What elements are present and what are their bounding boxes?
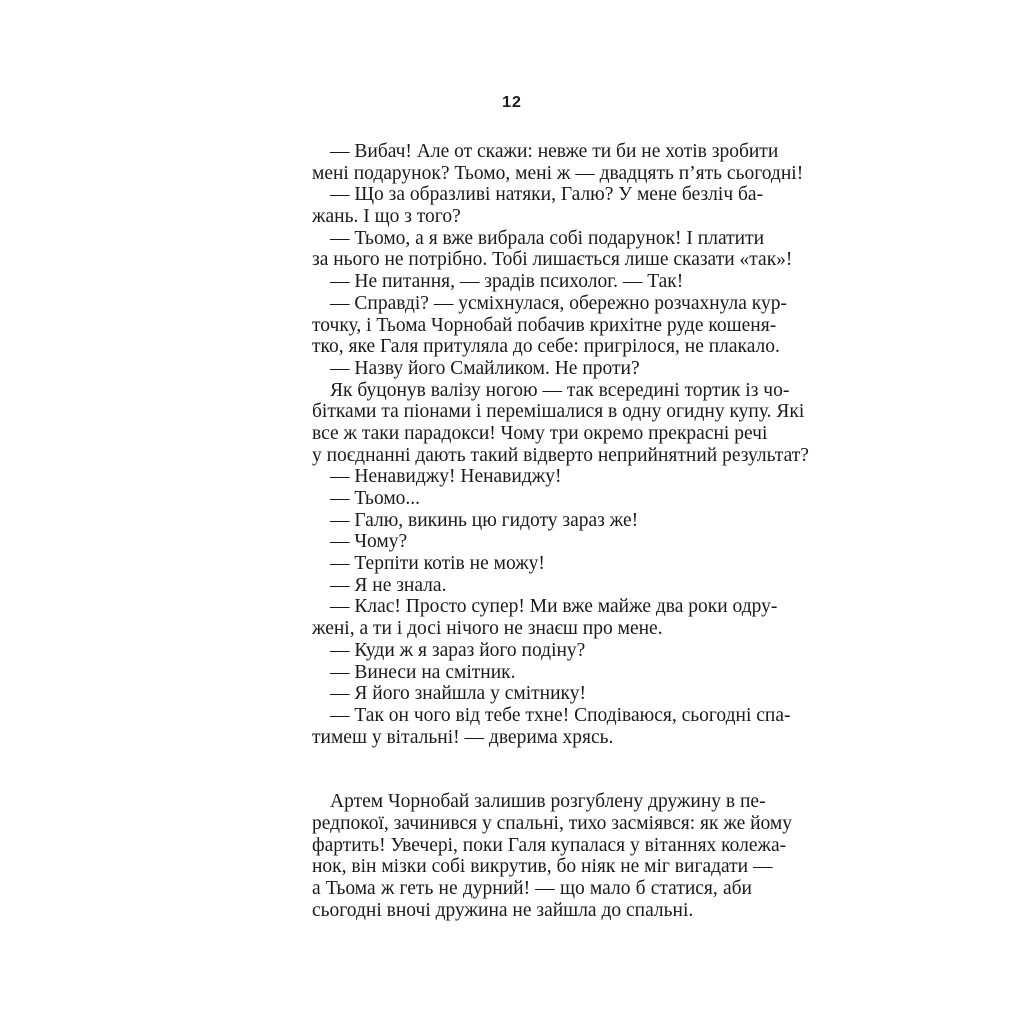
text-line: точку, і Тьома Чорнобай побачив крихітне руде кошеня- (312, 314, 777, 336)
text-line: все ж таки парадокси! Чому три окремо прекрасні речі (312, 422, 768, 444)
text-line: Як буцонув валізу ногою — так всередині тортик із чо- (330, 379, 790, 401)
text-line: — Так он чого від тебе тхне! Сподіваюся, сьогодні спа- (330, 704, 791, 726)
text-line: — Що за образливі натяки, Галю? У мене безліч ба- (330, 184, 764, 206)
text-section-2 (312, 791, 793, 921)
text-line: а Тьома ж геть не дурний! — що мало б статися, аби (312, 878, 752, 899)
text-line: за нього не потрібно. Тобі лишається лише сказати «так»! (312, 249, 793, 271)
text-line: — Справді? — усміхнулася, обережно розчахнула кур- (330, 292, 788, 314)
text-line: фартить! Увечері, поки Галя купалася у вітаннях колежа- (312, 834, 787, 856)
text-line: — Тьомо... (330, 488, 421, 509)
text-line: у поєднанні дають такий відверто неприйнятний результат? (312, 444, 809, 466)
text-line: — Назву його Смайликом. Не проти? (330, 357, 640, 379)
text-line: — Клас! Просто супер! Ми вже майже два роки одру- (330, 596, 778, 618)
text-line: тимеш у вітальні! — дверима хрясь. (312, 726, 614, 748)
text-line: мені подарунок? Тьомо, мені ж — двадцять п’ять сьогодні! (312, 162, 804, 184)
text-line: — Галю, викинь цю гидоту зараз же! (330, 509, 639, 531)
text-line: — Чому? (330, 531, 408, 553)
section-break (312, 748, 752, 791)
text-line: жань. І що з того? (312, 206, 461, 228)
text-line: нок, він мізки собі викрутив, бо ніяк не міг вигадати — (312, 856, 773, 878)
text-line: Артем Чорнобай залишив розгублену дружину в пе- (330, 791, 766, 813)
body-text (312, 141, 809, 921)
text-line: жені, а ти і досі нічого не знаєш про мене. (312, 618, 663, 640)
text-section-1 (312, 141, 809, 748)
text-line: — Не питання, — зрадів психолог. — Так! (330, 271, 684, 293)
text-line: редпокої, зачинився у спальні, тихо засміявся: як же йому (312, 812, 793, 834)
text-line: — Ненавиджу! Ненавиджу! (330, 466, 562, 488)
page-number: 12 (502, 94, 522, 111)
text-line: — Тьомо, а я вже вибрала собі подарунок! І платити (330, 227, 765, 249)
text-line: бітками та піонами і перемішалися в одну огидну купу. Які (312, 401, 805, 423)
text-line: — Я його знайшла у смітнику! (330, 683, 586, 705)
text-line: — Куди ж я зараз його подіну? (330, 639, 586, 661)
text-line: — Вибач! Але от скажи: невже ти би не хотів зробити (330, 141, 779, 162)
text-line: тко, яке Галя притуляла до себе: пригрілося, не плакало. (312, 336, 780, 358)
text-line: — Винеси на смітник. (330, 661, 516, 683)
text-line: сьогодні вночі дружина не зайшла до спальні. (312, 899, 694, 921)
text-line: — Терпіти котів не можу! (330, 553, 545, 575)
text-line: — Я не знала. (330, 574, 447, 596)
